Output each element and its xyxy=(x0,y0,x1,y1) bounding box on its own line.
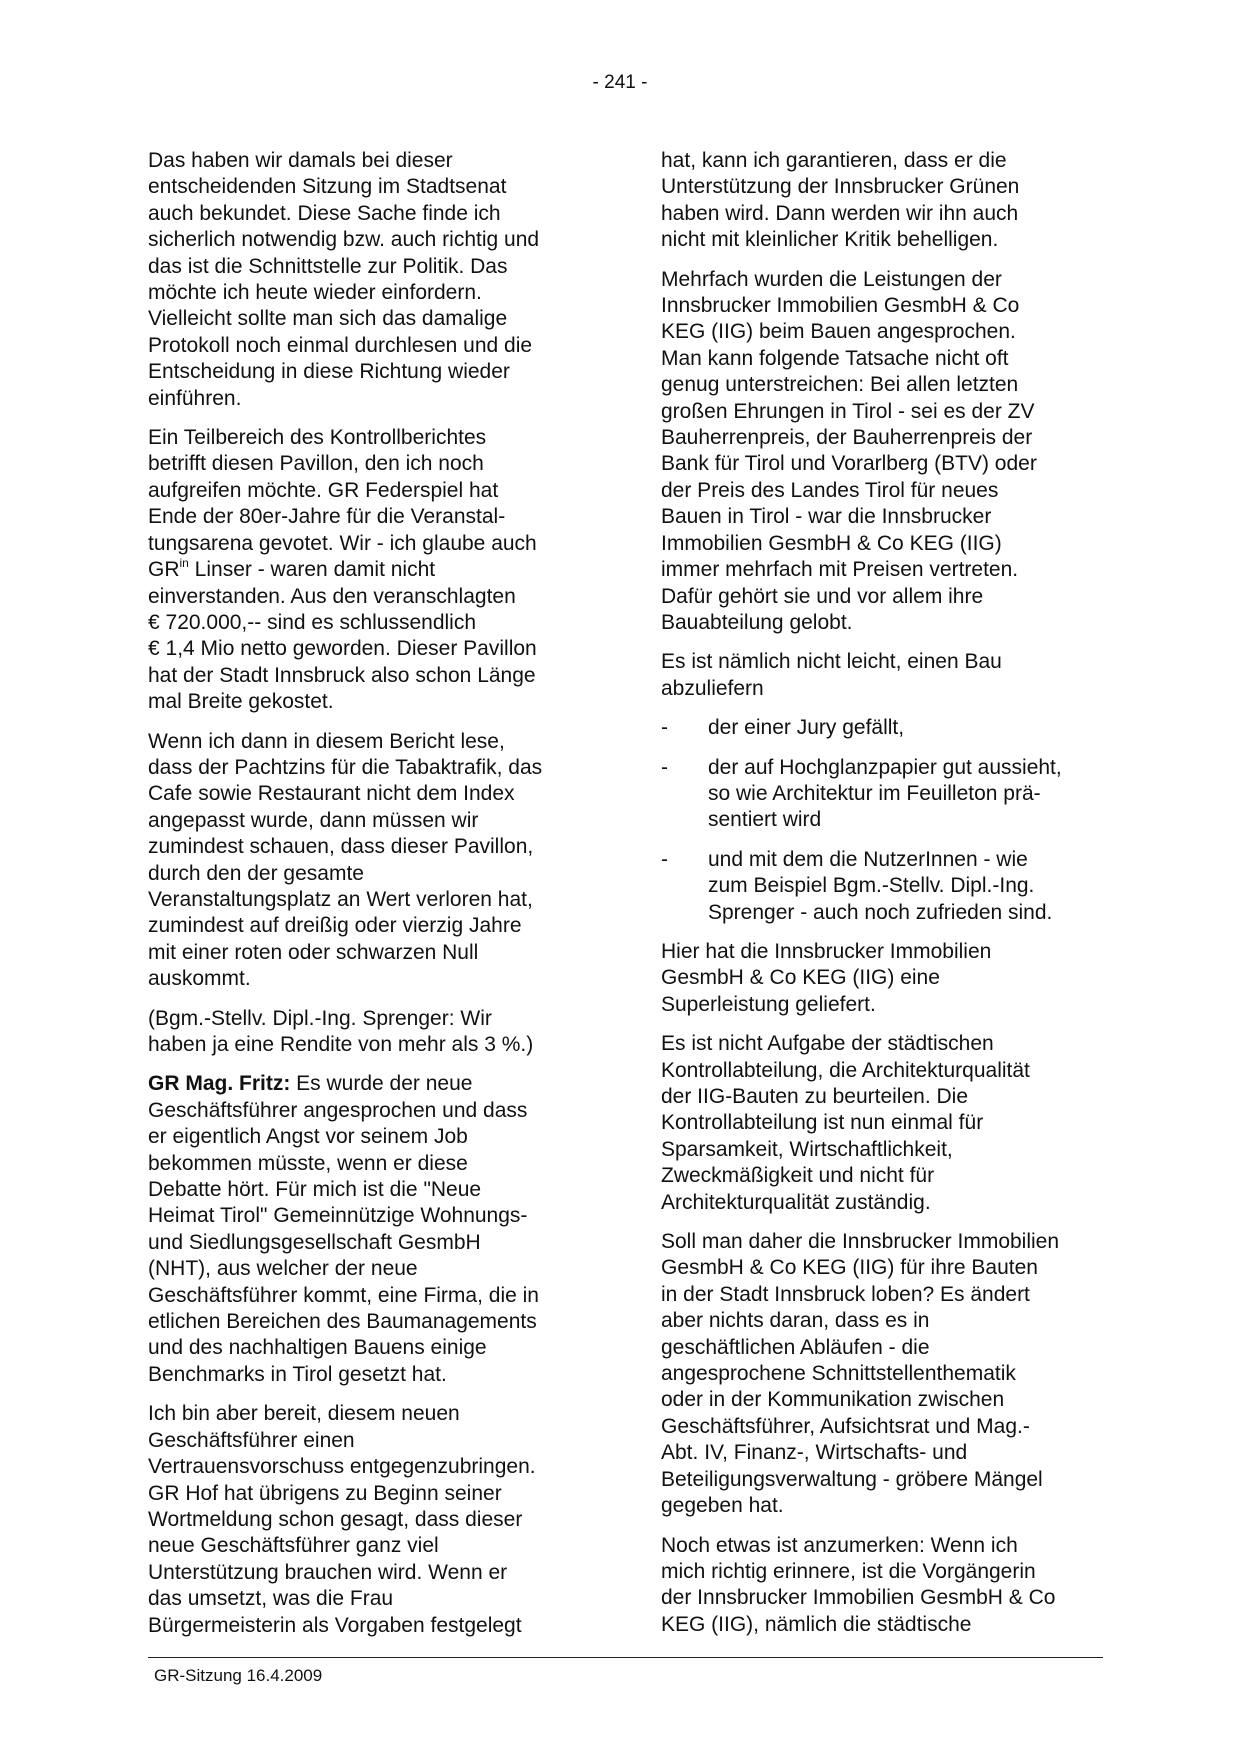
text-line: Bauabteilung gelobt. xyxy=(661,610,853,634)
speaker-name: GR Mag. Fritz: xyxy=(148,1072,291,1096)
text-line: der Preis des Landes Tirol für neues xyxy=(661,478,999,502)
paragraph xyxy=(661,1533,1103,1639)
text-line: Geschäftsführer, Aufsichtsrat und Mag.- xyxy=(661,1414,1030,1438)
text-line: Bauen in Tirol - war die Innsbrucker xyxy=(661,505,992,529)
right-column xyxy=(661,148,1103,1651)
text-line: möchte ich heute wieder einfordern. xyxy=(148,281,482,305)
gr-superscript: in xyxy=(179,556,189,571)
text-line: Sparsamkeit, Wirtschaftlichkeit, xyxy=(661,1137,953,1161)
text-line: bekommen müsste, wenn er diese xyxy=(148,1151,468,1175)
paragraph xyxy=(661,267,1103,637)
text-line: Noch etwas ist anzumerken: Wenn ich xyxy=(661,1533,1018,1557)
text-line: Man kann folgende Tatsache nicht oft xyxy=(661,346,1009,370)
text-line: hat der Stadt Innsbruck also schon Länge xyxy=(148,663,536,687)
text-line: der einer Jury gefällt, xyxy=(708,716,905,740)
text-line: Architekturqualität zuständig. xyxy=(661,1190,931,1214)
text-line: so wie Architektur im Feuilleton prä- xyxy=(708,781,1041,805)
text-line: und Siedlungsgesellschaft GesmbH xyxy=(148,1230,481,1254)
text-line: großen Ehrungen in Tirol - sei es der ZV xyxy=(661,399,1035,423)
text-line: zumindest schauen, dass dieser Pavillon, xyxy=(148,835,534,859)
text-line: Das haben wir damals bei dieser xyxy=(148,149,453,172)
text-line: Sprenger - auch noch zufrieden sind. xyxy=(708,900,1053,924)
text-line: mal Breite gekostet. xyxy=(148,690,334,714)
text-line: KEG (IIG) beim Bauen angesprochen. xyxy=(661,320,1016,344)
text-line: Wortmeldung schon gesagt, dass dieser xyxy=(148,1507,523,1531)
text-line: (NHT), aus welcher der neue xyxy=(148,1257,418,1281)
text-line: Kontrollabteilung, die Architekturqualität xyxy=(661,1058,1030,1082)
text-line: gegeben hat. xyxy=(661,1494,784,1518)
text-line: angepasst wurde, dann müssen wir xyxy=(148,808,479,832)
text-line: er eigentlich Angst vor seinem Job xyxy=(148,1125,468,1149)
text-line: Benchmarks in Tirol gesetzt hat. xyxy=(148,1362,447,1386)
dash-bullet: - xyxy=(661,755,668,779)
text-line: Vielleicht sollte man sich das damalige xyxy=(148,307,508,331)
text-line: € 1,4 Mio netto geworden. Dieser Pavillon xyxy=(148,637,537,661)
text-line: tungsarena gevotet. Wir - ich glaube auch xyxy=(148,531,537,555)
dash-bullet: - xyxy=(661,716,668,740)
text-line: der auf Hochglanzpapier gut aussieht, xyxy=(708,755,1062,779)
text-line: der IIG-Bauten zu beurteilen. Die xyxy=(661,1085,969,1108)
text-line: entscheidenden Sitzung im Stadtsenat xyxy=(148,175,507,199)
text-line: genug unterstreichen: Bei allen letzten xyxy=(661,373,1019,397)
text-line: der Innsbrucker Immobilien GesmbH & Co xyxy=(661,1586,1056,1610)
text-line: mich richtig erinnere, ist die Vorgängerin xyxy=(661,1559,1036,1583)
text-line: und des nachhaltigen Bauens einige xyxy=(148,1336,487,1360)
text-line: abzuliefern xyxy=(661,676,764,700)
text-line: das umsetzt, was die Frau xyxy=(148,1587,394,1611)
text-line: Ende der 80er-Jahre für die Veranstal- xyxy=(148,505,506,529)
text-line: Dafür gehört sie und vor allem ihre xyxy=(661,584,984,608)
text-line: Veranstaltungsplatz an Wert verloren hat, xyxy=(148,887,533,911)
text-line: Geschäftsführer angesprochen und dass xyxy=(148,1098,528,1122)
text-line: aufgreifen möchte. GR Federspiel hat xyxy=(148,478,499,502)
text-line: Ich bin aber bereit, diesem neuen xyxy=(148,1402,460,1426)
text-line: KEG (IIG), nämlich die städtische xyxy=(661,1612,972,1636)
text-line: Bank für Tirol und Vorarlberg (BTV) oder xyxy=(661,452,1037,476)
text-line: mit einer roten oder schwarzen Null xyxy=(148,940,479,964)
text-line: sentiert wird xyxy=(708,808,822,832)
text-fragment: Linser - waren damit nicht xyxy=(188,558,436,582)
text-line xyxy=(148,557,590,583)
text-line: zumindest auf dreißig oder vierzig Jahre xyxy=(148,914,522,938)
text-line: Innsbrucker Immobilien GesmbH & Co xyxy=(661,294,1020,318)
text-line: Protokoll noch einmal durchlesen und die xyxy=(148,333,533,357)
paragraph xyxy=(148,1401,590,1639)
interjection xyxy=(148,1006,590,1059)
text-line: Soll man daher die Innsbrucker Immobilien xyxy=(661,1230,1060,1254)
text-fragment: Es wurde der neue xyxy=(290,1072,473,1096)
text-line: einverstanden. Aus den veranschlagten xyxy=(148,584,516,608)
footer-divider xyxy=(148,1657,1103,1658)
footer-session-date: GR-Sitzung 16.4.2009 xyxy=(154,1666,323,1685)
text-line: Kontrollabteilung ist nun einmal für xyxy=(661,1111,984,1135)
text-line: Zweckmäßigkeit und nicht für xyxy=(661,1164,935,1188)
text-line: Immobilien GesmbH & Co KEG (IIG) xyxy=(661,531,1002,555)
paragraph xyxy=(661,939,1103,1018)
text-line: durch den der gesamte xyxy=(148,861,364,885)
text-line: betrifft diesen Pavillon, den ich noch xyxy=(148,452,484,476)
page-number: - 241 - xyxy=(592,72,648,93)
dash-list xyxy=(661,715,1103,926)
left-column xyxy=(148,148,590,1652)
paragraph xyxy=(661,1031,1103,1216)
text-line: immer mehrfach mit Preisen vertreten. xyxy=(661,558,1019,582)
text-line: Entscheidung in diese Richtung wieder xyxy=(148,360,510,384)
list-item xyxy=(661,847,1103,926)
text-line: angesprochene Schnittstellenthematik xyxy=(661,1362,1016,1386)
text-line: GesmbH & Co KEG (IIG) für ihre Bauten xyxy=(661,1256,1038,1280)
text-line: Vertrauensvorschuss entgegenzubringen. xyxy=(148,1455,536,1479)
text-line: Unterstützung brauchen wird. Wenn er xyxy=(148,1560,508,1584)
text-line: auskommt. xyxy=(148,967,251,991)
text-line: GesmbH & Co KEG (IIG) eine xyxy=(661,966,940,990)
text-line: Abt. IV, Finanz-, Wirtschafts- und xyxy=(661,1441,968,1465)
text-line: hat, kann ich garantieren, dass er die xyxy=(661,149,1007,172)
text-line: sicherlich notwendig bzw. auch richtig und xyxy=(148,228,540,252)
text-line: Geschäftsführer kommt, eine Firma, die in xyxy=(148,1283,539,1307)
text-line: etlichen Bereichen des Baumanagements xyxy=(148,1310,537,1334)
text-line: geschäftlichen Abläufen - die xyxy=(661,1335,930,1359)
list-item xyxy=(661,715,1103,741)
paragraph xyxy=(148,425,590,715)
text-line: Debatte hört. Für mich ist die "Neue xyxy=(148,1178,482,1202)
paragraph xyxy=(148,1071,590,1388)
text-line xyxy=(148,1071,590,1097)
text-line: dass der Pachtzins für die Tabaktrafik, das xyxy=(148,755,543,779)
text-line: Heimat Tirol" Gemeinnützige Wohnungs- xyxy=(148,1204,528,1228)
text-line: Bauherrenpreis, der Bauherrenpreis der xyxy=(661,426,1033,450)
paragraph xyxy=(148,729,590,993)
text-line: Es ist nämlich nicht leicht, einen Bau xyxy=(661,650,1002,674)
text-line: Unterstützung der Innsbrucker Grünen xyxy=(661,175,1020,199)
text-line: € 720.000,-- sind es schlussendlich xyxy=(148,610,477,634)
paragraph xyxy=(148,148,590,412)
text-line: haben wird. Dann werden wir ihn auch xyxy=(661,201,1019,225)
text-line: Es ist nicht Aufgabe der städtischen xyxy=(661,1032,994,1056)
dash-bullet: - xyxy=(661,847,668,871)
text-line: Geschäftsführer einen xyxy=(148,1428,355,1452)
gr-abbrev: GR xyxy=(148,558,180,582)
text-line: neue Geschäftsführer ganz viel xyxy=(148,1534,439,1558)
list-item xyxy=(661,755,1103,834)
text-line: zum Beispiel Bgm.-Stellv. Dipl.-Ing. xyxy=(708,874,1035,898)
text-line: Mehrfach wurden die Leistungen der xyxy=(661,267,1002,291)
paragraph xyxy=(661,1229,1103,1519)
text-line: Wenn ich dann in diesem Bericht lese, xyxy=(148,729,505,753)
text-line: auch bekundet. Diese Sache finde ich xyxy=(148,201,501,225)
text-line: Bürgermeisterin als Vorgaben festgelegt xyxy=(148,1613,522,1637)
text-line: und mit dem die NutzerInnen - wie xyxy=(708,847,1028,871)
text-line: Ein Teilbereich des Kontrollberichtes xyxy=(148,426,487,450)
text-line: das ist die Schnittstelle zur Politik. Das xyxy=(148,254,508,278)
paragraph xyxy=(661,649,1103,702)
text-line: oder in der Kommunikation zwischen xyxy=(661,1388,1005,1412)
text-line: Superleistung geliefert. xyxy=(661,992,876,1016)
text-line: nicht mit kleinlicher Kritik behelligen. xyxy=(661,228,999,252)
text-line: haben ja eine Rendite von mehr als 3 %.) xyxy=(148,1033,534,1056)
paragraph xyxy=(661,148,1103,254)
text-line: in der Stadt Innsbruck loben? Es ändert xyxy=(661,1282,1030,1306)
text-line: einführen. xyxy=(148,386,242,410)
text-line: aber nichts daran, dass es in xyxy=(661,1309,930,1333)
text-line: GR Hof hat übrigens zu Beginn seiner xyxy=(148,1481,502,1505)
text-line: (Bgm.-Stellv. Dipl.-Ing. Sprenger: Wir xyxy=(148,1006,492,1030)
text-line: Beteiligungsverwaltung - gröbere Mängel xyxy=(661,1467,1043,1491)
text-line: Cafe sowie Restaurant nicht dem Index xyxy=(148,782,515,806)
text-line: Hier hat die Innsbrucker Immobilien xyxy=(661,939,992,963)
